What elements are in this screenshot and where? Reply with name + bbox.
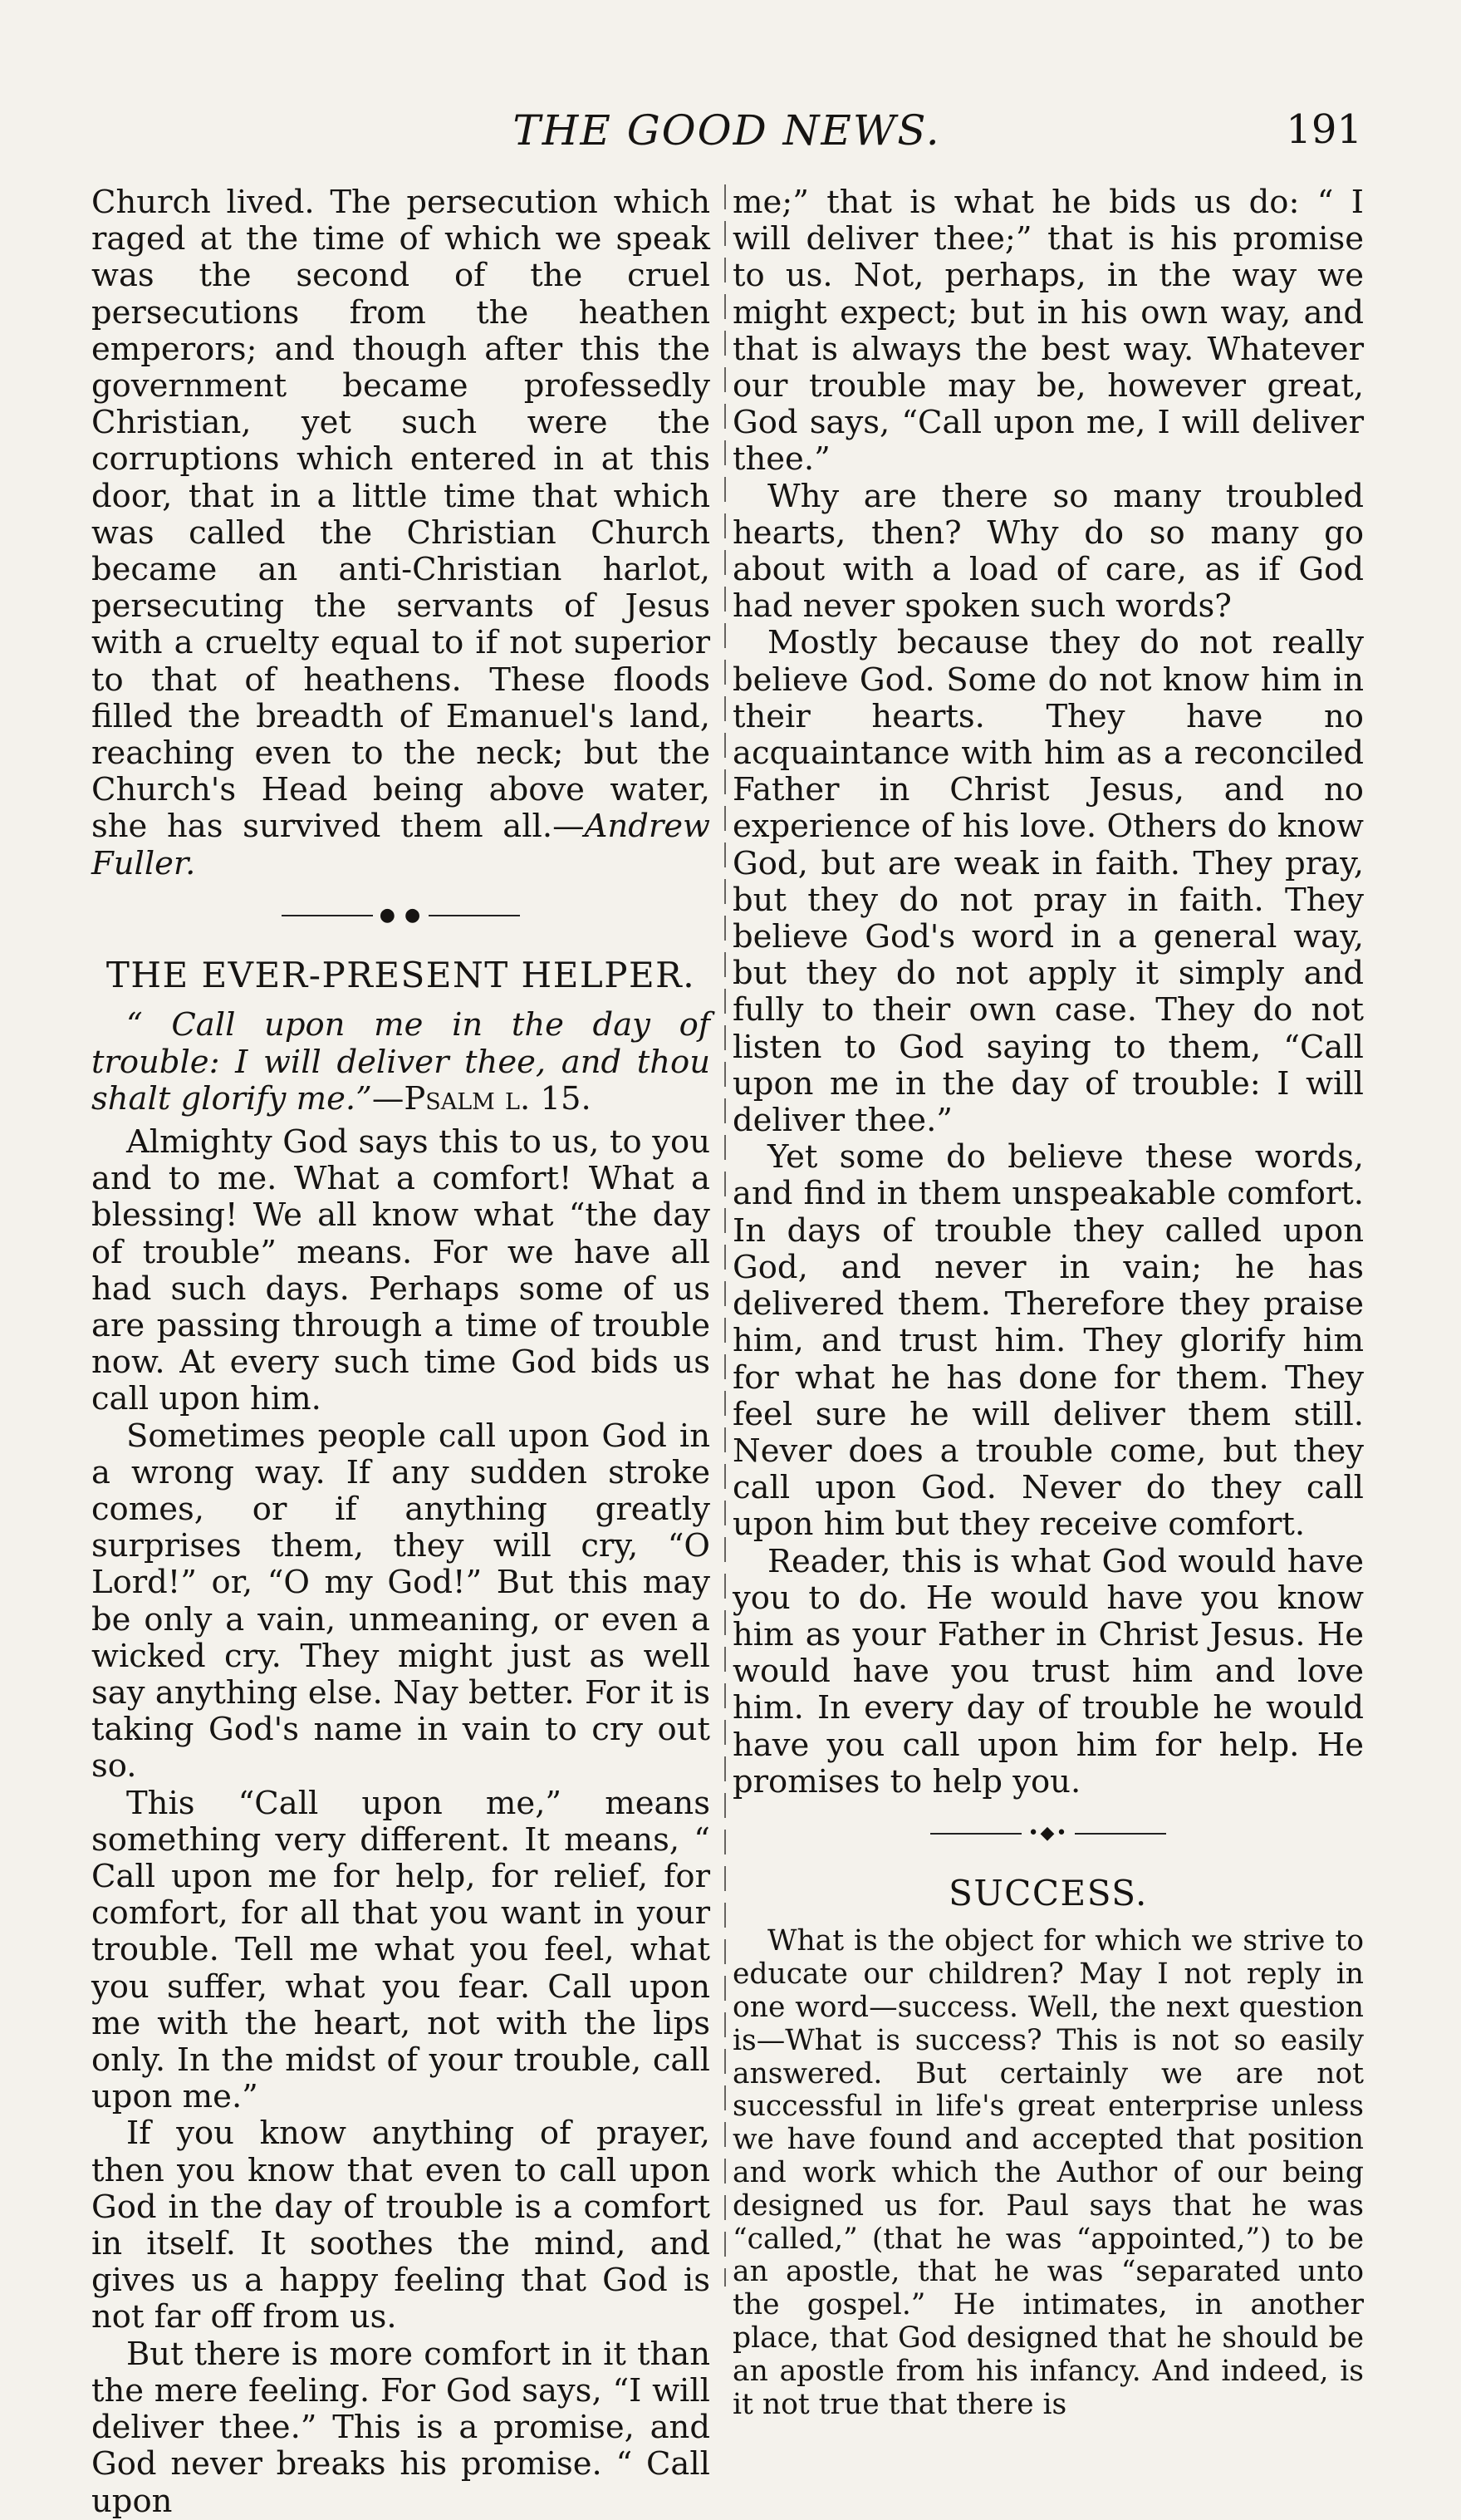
article-fuller-text: Church lived. The persecution which raged at the time of which we speak was the second of the cruel persecutions from the heathen emperors; and though after this the government became professedly Christian, yet such were the corruptions which entered in at this door, that in a little time that which was called the Christian Church became an anti-Christian harlot, persecuting the servants of Jesus with a cruelty equal to if not superior to that of heathens. These floods filled the breadth of Emanuel's land, reaching even to the neck; but the Church's Head being above water, she has survived them all.— <box>91 184 710 846</box>
epigraph-reference: —Psalm l. 15. <box>371 1079 591 1118</box>
helper-paragraph-3: This “Call upon me,” means something very different. It means, “ Call upon me for help, for relief, for comfort, for all that you want in your trouble. Tell me what you feel, what you suffer, what you fear. Call upon me with the heart, not with the lips only. In the midst of your trouble, call upon me.” <box>91 1784 710 2116</box>
article-fuller-paragraph <box>91 184 710 882</box>
page-number: 191 <box>1286 106 1362 153</box>
helper-paragraph-7: Why are there so many troubled hearts, then? Why do so many go about with a load of care, as if God had never spoken such words? <box>733 477 1364 626</box>
helper-paragraph-1: Almighty God says this to us, to you and to me. What a comfort! What a blessing! We all know what “the day of trouble” means. For we have all had such days. Perhaps some of us are passing through a time of trouble now. At every such time God bids us call upon him. <box>91 1122 710 1418</box>
right-column <box>733 184 1364 2421</box>
helper-paragraph-10: Reader, this is what God would have you to do. He would have you know him as your Father in Christ Jesus. He would have you trust him and love him. In every day of trouble he would have you call upon him for help. He promises to help you. <box>733 1542 1364 1800</box>
epigraph <box>91 1007 710 1118</box>
running-title: THE GOOD NEWS. <box>512 106 941 155</box>
section-separator-2: •◆• <box>733 1815 1364 1852</box>
helper-paragraph-8: Mostly because they do not really believe God. Some do not know him in their hearts. They have no acquaintance with him as a reconciled Father in Christ Jesus, and no experience of his love. Others do know God, but are weak in faith. They pray, but they do not pray in faith. They believe God's word in a general way, but they do not apply it simply and fully to their own case. They do not listen to God saying to them, “Call upon me in the day of trouble: I will deliver thee.” <box>733 624 1364 1140</box>
section-separator: ● ● <box>91 897 710 934</box>
epigraph-text: “ Call upon me in the day of trouble: I will deliver thee, and thou shalt glorify me.” <box>91 1006 710 1118</box>
success-paragraph-1: What is the object for which we strive to educate our children? May I not reply in one word—success. Well, the next question is—What is success? This is not so easily answered. But certainly we are not successful in life's great enterprise unless we have found and accepted that position and work which the Author of our being designed us for. Paul says that he was “called,” (that he was “appointed,”) to be an apostle, that he was “separated unto the gospel.” He intimates, in another place, that God designed that he should be an apostle from his infancy. And indeed, is it not true that there is <box>733 1924 1364 2421</box>
helper-paragraph-9: Yet some do believe these words, and find in them unspeakable comfort. In days of trouble they called upon God, and never in vain; he has delivered them. Therefore they praise him, and trust him. They glorify him for what he has done for them. They feel sure he will deliver them still. Never does a trouble come, but they call upon God. Never do they call upon him but they receive comfort. <box>733 1138 1364 1544</box>
article-heading-helper: THE EVER-PRESENT HELPER. <box>105 955 696 996</box>
left-column <box>91 184 710 2520</box>
page-header <box>91 106 1362 156</box>
article-heading-success: SUCCESS. <box>949 1873 1148 1914</box>
helper-paragraph-4: If you know anything of prayer, then you know that even to call upon God in the day of trouble is a comfort in itself. It soothes the mind, and gives us a happy feeling that God is not far off from us. <box>91 2115 710 2336</box>
article-fuller-author: Andrew Fuller. <box>91 808 710 882</box>
helper-paragraph-6: me;” that is what he bids us do: “ I will deliver thee;” that is his promise to us. Not, perhaps, in the way we might expect; but in his own way, and that is always the best way. Whatever our trouble may be, however great, God says, “Call upon me, I will deliver thee.” <box>733 184 1364 479</box>
helper-paragraph-2: Sometimes people call upon God in a wrong way. If any sudden stroke comes, or if anything greatly surprises them, they will cry, “O Lord!” or, “O my God!” But this may be only a vain, unmeaning, or even a wicked cry. They might just as well say anything else. Nay better. For it is taking God's name in vain to cry out so. <box>91 1417 710 1786</box>
helper-paragraph-5: But there is more comfort in it than the mere feeling. For God says, “I will deliver thee.” This is a promise, and God never breaks his promise. “ Call upon <box>91 2335 710 2520</box>
column-divider <box>724 184 726 2287</box>
